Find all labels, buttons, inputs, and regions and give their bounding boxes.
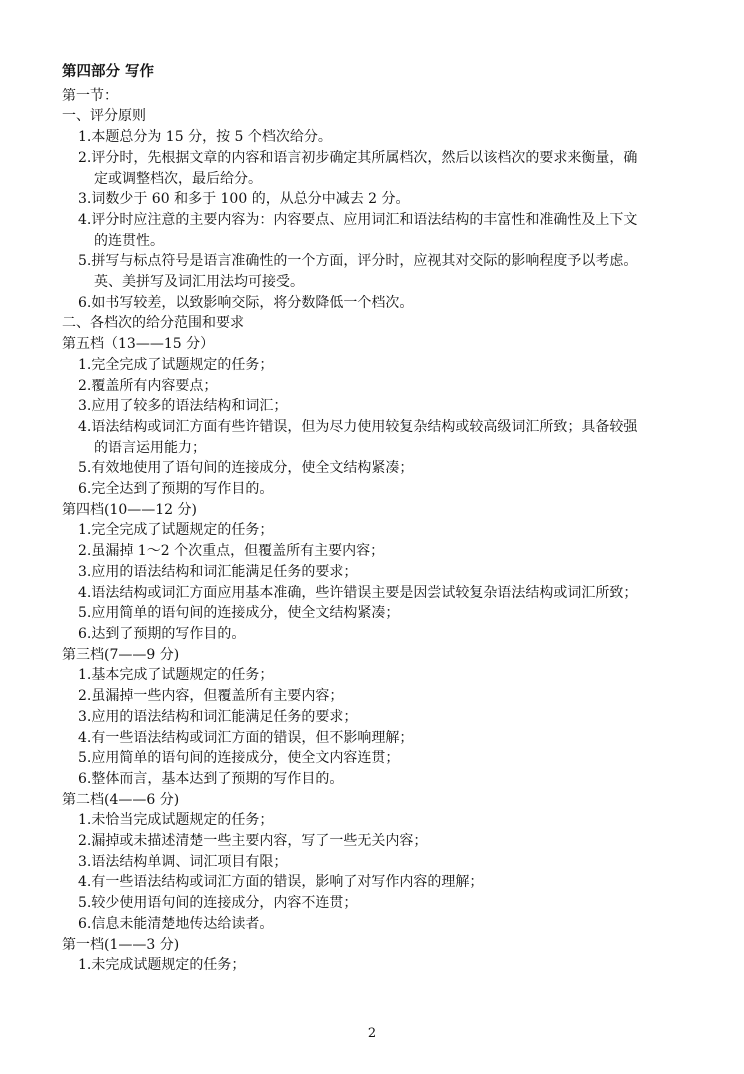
list-item: 4.有一些语法结构或词汇方面的错误，但不影响理解； (78, 729, 414, 746)
list-item: 5.拼写与标点符号是语言准确性的一个方面，评分时，应视其对交际的影响程度予以考虑。 (78, 253, 638, 270)
heading-line: 第五档（13——15 分） (62, 336, 215, 353)
list-item: 2.覆盖所有内容要点； (78, 377, 218, 394)
list-item: 5.应用简单的语句间的连接成分，使全文结构紧凑； (78, 605, 400, 622)
list-item: 5.较少使用语句间的连接成分，内容不连贯； (78, 895, 358, 912)
list-item: 1.本题总分为 15 分，按 5 个档次给分。 (78, 129, 332, 146)
list-item-continuation: 定或调整档次，最后给分。 (94, 170, 262, 187)
list-item: 5.有效地使用了语句间的连接成分，使全文结构紧凑； (78, 460, 414, 477)
list-item-continuation: 的语言运用能力； (94, 439, 206, 456)
list-item: 2.虽漏掉一些内容，但覆盖所有主要内容； (78, 688, 344, 705)
heading-line: 第三档(7——9 分) (62, 646, 180, 663)
list-item: 4.有一些语法结构或词汇方面的错误，影响了对写作内容的理解； (78, 874, 484, 891)
list-item: 4.评分时应注意的主要内容为：内容要点、应用词汇和语法结构的丰富性和准确性及上下文 (78, 211, 638, 228)
list-item: 3.语法结构单调、词汇项目有限； (78, 853, 288, 870)
list-item: 3.应用的语法结构和词汇能满足任务的要求； (78, 563, 358, 580)
list-item: 5.应用简单的语句间的连接成分，使全文内容连贯； (78, 750, 400, 767)
list-item-continuation: 的连贯性。 (94, 232, 164, 249)
list-item: 2.评分时，先根据文章的内容和语言初步确定其所属档次，然后以该档次的要求来衡量，确 (78, 149, 638, 166)
list-item: 1.基本完成了试题规定的任务； (78, 667, 274, 684)
list-item: 6.整体而言，基本达到了预期的写作目的。 (78, 770, 344, 787)
document-lines (62, 86, 702, 976)
list-item: 1.完全完成了试题规定的任务； (78, 356, 274, 373)
list-item: 3.词数少于 60 和多于 100 的，从总分中减去 2 分。 (78, 191, 410, 208)
list-item: 6.如书写较差，以致影响交际，将分数降低一个档次。 (78, 294, 414, 311)
list-item: 6.完全达到了预期的写作目的。 (78, 481, 274, 498)
heading-line: 二、各档次的给分范围和要求 (62, 315, 244, 332)
list-item: 1.未完成试题规定的任务； (78, 957, 246, 974)
heading-line: 第一档(1——3 分) (62, 936, 180, 953)
document-body (62, 62, 702, 976)
list-item: 3.应用了较多的语法结构和词汇； (78, 398, 288, 415)
heading-line: 第二档(4——6 分) (62, 791, 180, 808)
list-item: 6.达到了预期的写作目的。 (78, 625, 246, 642)
heading-line: 一、评分原则 (62, 108, 146, 125)
list-item-continuation: 英、美拼写及词汇用法均可接受。 (94, 274, 304, 291)
list-item: 2.漏掉或未描述清楚一些主要内容，写了一些无关内容； (78, 833, 428, 850)
list-item: 1.完全完成了试题规定的任务； (78, 522, 274, 539)
list-item: 4.语法结构或词汇方面应用基本准确，些许错误主要是因尝试较复杂语法结构或词汇所致； (78, 584, 638, 601)
section-title: 第四部分 写作 (62, 63, 155, 80)
list-item: 4.语法结构或词汇方面有些许错误，但为尽力使用较复杂结构或较高级词汇所致；具备较强 (78, 418, 638, 435)
list-item: 1.未恰当完成试题规定的任务； (78, 812, 274, 829)
list-item: 6.信息未能清楚地传达给读者。 (78, 915, 274, 932)
list-item: 3.应用的语法结构和词汇能满足任务的要求； (78, 708, 358, 725)
heading-line: 第四档(10——12 分) (62, 501, 198, 518)
page-number: 2 (367, 1026, 377, 1041)
list-item: 2.虽漏掉 1～2 个次重点，但覆盖所有主要内容； (78, 543, 385, 560)
heading-line: 第一节： (62, 87, 118, 104)
